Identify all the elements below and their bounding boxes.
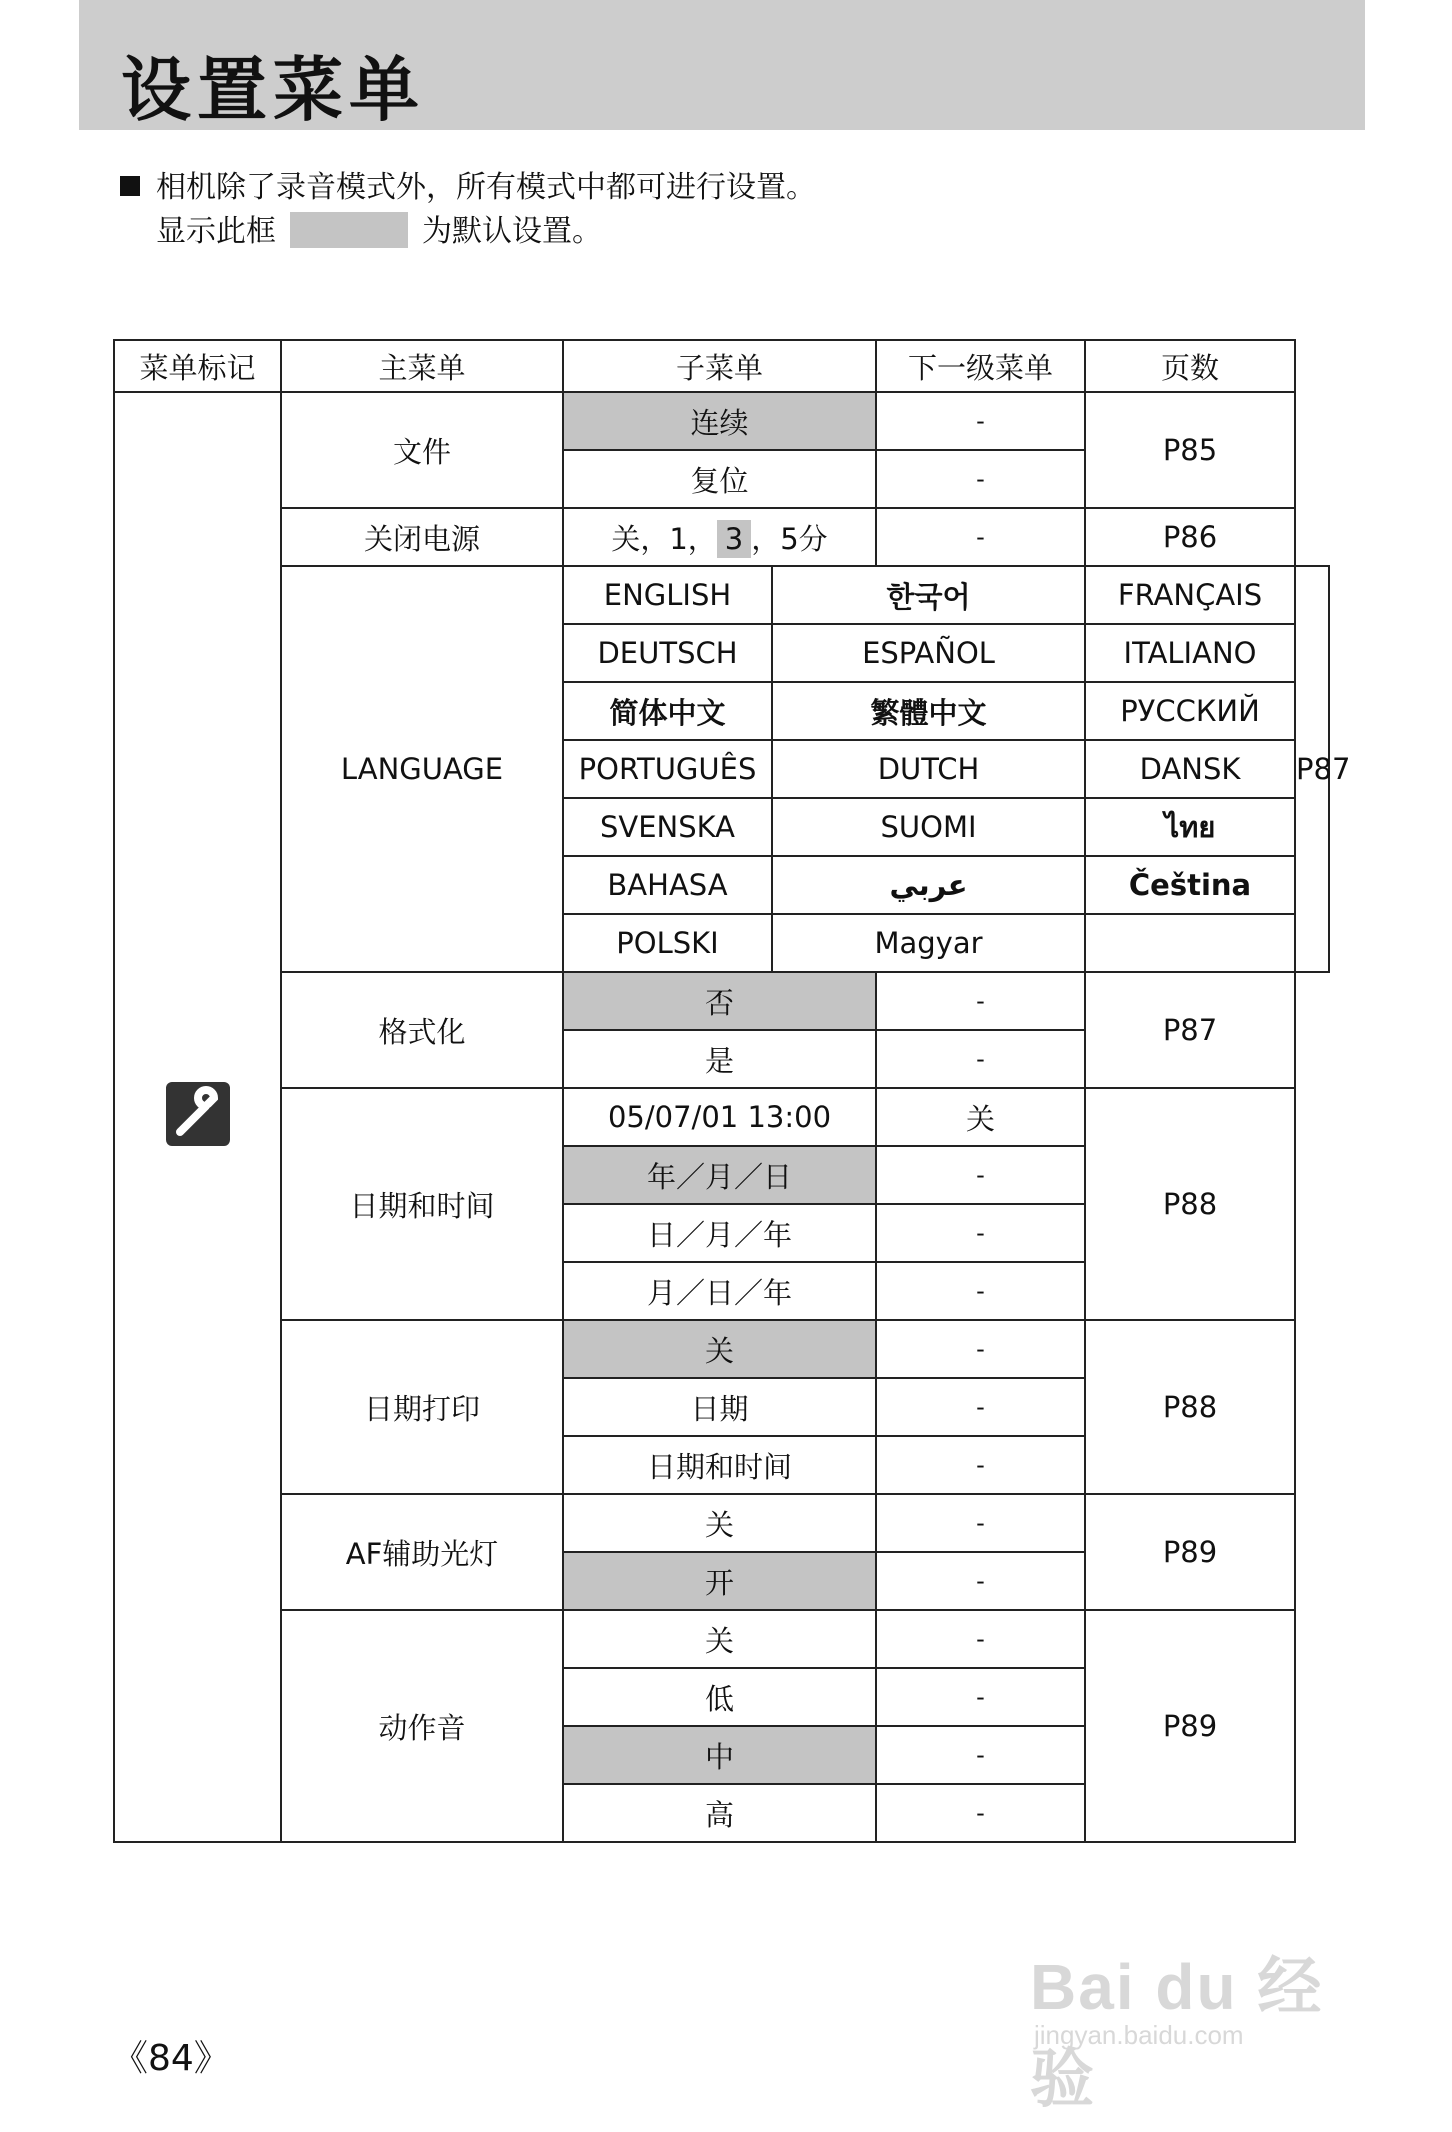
sub-menu-item: 日／月／年	[563, 1204, 876, 1262]
next-menu-item: -	[876, 1552, 1085, 1610]
title-bar	[79, 0, 1365, 130]
main-menu-power: 关闭电源	[281, 508, 563, 566]
settings-menu-table	[113, 339, 1351, 1843]
language-option: 简体中文	[563, 682, 772, 740]
sub-menu-item: 中	[563, 1726, 876, 1784]
language-option: РУССКИЙ	[1085, 682, 1295, 740]
next-menu-item: -	[876, 508, 1085, 566]
bullet-square-icon	[120, 176, 140, 196]
intro-line-2: 显示此框 为默认设置。	[120, 210, 816, 254]
language-option: Čeština	[1085, 856, 1295, 914]
table-row	[114, 508, 1329, 566]
language-option: Magyar	[772, 914, 1085, 972]
sub-menu-item: 日期	[563, 1378, 876, 1436]
sub-menu-item: 年／月／日	[563, 1146, 876, 1204]
page-ref: P88	[1085, 1320, 1295, 1494]
intro	[120, 166, 816, 254]
sub-menu-item: 否	[563, 972, 876, 1030]
header-main-menu: 主菜单	[281, 340, 563, 392]
table-row	[114, 1320, 1329, 1378]
main-menu-datetime: 日期和时间	[281, 1088, 563, 1320]
page-ref: P89	[1085, 1610, 1295, 1842]
language-option: 한국어	[772, 566, 1085, 624]
next-menu-item: -	[876, 1262, 1085, 1320]
next-menu-item: -	[876, 1610, 1085, 1668]
next-menu-item: -	[876, 1726, 1085, 1784]
next-menu-item: -	[876, 1030, 1085, 1088]
page-title: 设置菜单	[121, 49, 425, 131]
sub-menu-item: 关	[563, 1610, 876, 1668]
next-menu-item: -	[876, 1204, 1085, 1262]
language-option: DEUTSCH	[563, 624, 772, 682]
language-option: ITALIANO	[1085, 624, 1295, 682]
language-option: ไทย	[1085, 798, 1295, 856]
language-option: ESPAÑOL	[772, 624, 1085, 682]
language-option: SUOMI	[772, 798, 1085, 856]
table-header-row	[114, 340, 1329, 392]
language-option: ENGLISH	[563, 566, 772, 624]
language-option: PORTUGUÊS	[563, 740, 772, 798]
next-menu-item: -	[876, 392, 1085, 450]
sub-menu-item: 关	[563, 1494, 876, 1552]
language-option: BAHASA	[563, 856, 772, 914]
header-sub-menu: 子菜单	[563, 340, 876, 392]
sub-menu-item: 开	[563, 1552, 876, 1610]
language-option: SVENSKA	[563, 798, 772, 856]
table-row	[114, 1088, 1329, 1146]
watermark	[1020, 1900, 1370, 2115]
language-option	[1085, 914, 1295, 972]
intro-line-1: 相机除了录音模式外，所有模式中都可进行设置。	[120, 166, 816, 210]
next-menu-item: -	[876, 1784, 1085, 1842]
header-menu-mark: 菜单标记	[114, 340, 281, 392]
menu-mark-cell	[114, 392, 281, 1842]
sub-menu-item: 低	[563, 1668, 876, 1726]
header-page: 页数	[1085, 340, 1295, 392]
language-option: عربي	[772, 856, 1085, 914]
sub-menu-item: 是	[563, 1030, 876, 1088]
table-row	[114, 392, 1329, 450]
watermark-url: jingyan.baidu.com	[1034, 2020, 1244, 2050]
main-menu-sound: 动作音	[281, 1610, 563, 1842]
default-value: 3	[717, 520, 751, 558]
language-option: POLSKI	[563, 914, 772, 972]
language-option: FRANÇAIS	[1085, 566, 1295, 624]
next-menu-item: 关	[876, 1088, 1085, 1146]
table-row	[114, 1610, 1329, 1668]
main-menu-file: 文件	[281, 392, 563, 508]
language-option: 繁體中文	[772, 682, 1085, 740]
sub-menu-item: 日期和时间	[563, 1436, 876, 1494]
next-menu-item: -	[876, 1436, 1085, 1494]
main-menu-imprint: 日期打印	[281, 1320, 563, 1494]
main-menu-format: 格式化	[281, 972, 563, 1088]
next-menu-item: -	[876, 1146, 1085, 1204]
next-menu-item: -	[876, 1494, 1085, 1552]
table-row	[114, 566, 1329, 624]
sub-menu-item: 连续	[563, 392, 876, 450]
wrench-icon	[166, 1082, 230, 1146]
sub-menu-item: 高	[563, 1784, 876, 1842]
next-menu-item: -	[876, 1320, 1085, 1378]
sub-menu-item: 关，1， 3 ，5分	[563, 508, 876, 566]
sub-menu-item: 月／日／年	[563, 1262, 876, 1320]
page-ref: P86	[1085, 508, 1295, 566]
page-ref: P88	[1085, 1088, 1295, 1320]
next-menu-item: -	[876, 972, 1085, 1030]
sub-menu-item: 复位	[563, 450, 876, 508]
page-number: 《84》	[112, 2038, 230, 2079]
sub-menu-item: 05/07/01 13:00	[563, 1088, 876, 1146]
page-ref: P85	[1085, 392, 1295, 508]
page-ref: P87	[1295, 566, 1329, 972]
language-option: DUTCH	[772, 740, 1085, 798]
main-menu-af: AF辅助光灯	[281, 1494, 563, 1610]
header-next-menu: 下一级菜单	[876, 340, 1085, 392]
page-ref: P89	[1085, 1494, 1295, 1610]
watermark-brand: Bai du 经验	[1030, 1951, 1324, 2115]
next-menu-item: -	[876, 1668, 1085, 1726]
language-option: DANSK	[1085, 740, 1295, 798]
table-row	[114, 1494, 1329, 1552]
sub-menu-item: 关	[563, 1320, 876, 1378]
next-menu-item: -	[876, 450, 1085, 508]
page-ref: P87	[1085, 972, 1295, 1088]
next-menu-item: -	[876, 1378, 1085, 1436]
main-menu-language: LANGUAGE	[281, 566, 563, 972]
default-swatch	[290, 212, 408, 248]
table-row	[114, 972, 1329, 1030]
